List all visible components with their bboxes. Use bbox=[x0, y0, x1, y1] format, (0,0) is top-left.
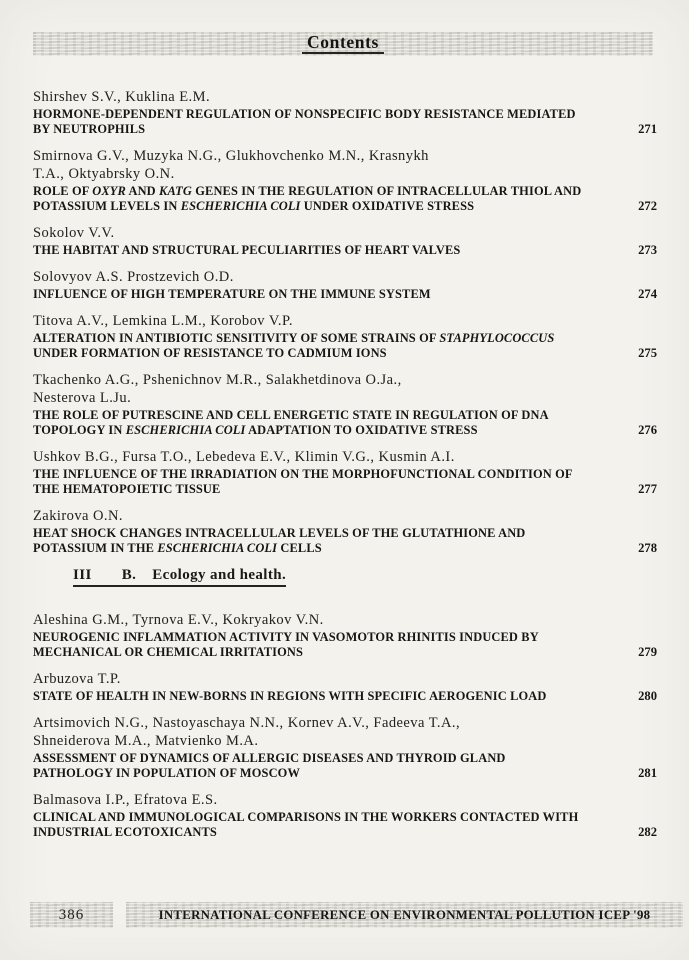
entry-title-row bbox=[33, 526, 657, 556]
title-segment: INDUSTRIAL ECOTOXICANTS bbox=[33, 825, 217, 839]
title-segment: THE HEMATOPOIETIC TISSUE bbox=[33, 482, 221, 496]
entry-title bbox=[33, 467, 580, 497]
entry-authors: Zakirova O.N. bbox=[33, 508, 124, 524]
toc-entry bbox=[33, 224, 657, 258]
entry-title-line bbox=[33, 541, 580, 556]
entry-authors: Ushkov B.G., Fursa T.O., Lebedeva E.V., Klimin V.G., Kusmin A.I. bbox=[33, 449, 455, 465]
entry-page-number: 272 bbox=[638, 199, 657, 213]
entry-title bbox=[33, 810, 580, 840]
title-segment: ESCHERICHIA COLI bbox=[157, 541, 278, 555]
contents-list bbox=[33, 88, 657, 850]
entry-title-line bbox=[33, 766, 580, 781]
title-segment: ADAPTATION TO OXIDATIVE STRESS bbox=[245, 423, 478, 437]
entry-title-line bbox=[33, 467, 580, 482]
entry-authors: Artsimovich N.G., Nastoyaschaya N.N., Kornev A.V., Fadeeva T.A., Shneiderova M.A., Matvienko M.A. bbox=[33, 715, 461, 749]
folio-box bbox=[30, 902, 113, 928]
entry-title-row bbox=[33, 408, 657, 438]
entry-title-row bbox=[33, 689, 657, 704]
entry-page-number: 274 bbox=[638, 287, 657, 301]
entry-title-line bbox=[33, 107, 580, 122]
entry-title bbox=[33, 408, 580, 438]
title-segment: NEUROGENIC INFLAMMATION ACTIVITY IN VASOMOTOR RHINITIS INDUCED BY bbox=[33, 630, 539, 644]
entry-title-line bbox=[33, 689, 580, 704]
page-footer bbox=[30, 902, 683, 928]
entry-title bbox=[33, 751, 580, 781]
title-segment: TOPOLOGY IN bbox=[33, 423, 126, 437]
toc-entry bbox=[33, 147, 657, 214]
folio-number: 386 bbox=[58, 906, 85, 923]
entry-authors: Tkachenko A.G., Pshenichnov M.R., Salakhetdinova O.Ja., Nesterova L.Ju. bbox=[33, 372, 402, 406]
toc-entry bbox=[33, 611, 657, 660]
title-segment: KATG bbox=[159, 184, 192, 198]
title-segment: PATHOLOGY IN POPULATION OF MOSCOW bbox=[33, 766, 300, 780]
title-segment: GENES IN THE REGULATION OF INTRACELLULAR THIOL AND bbox=[192, 184, 582, 198]
entry-page-number: 275 bbox=[638, 346, 657, 360]
entry-title-row bbox=[33, 751, 657, 781]
toc-entry bbox=[33, 312, 657, 361]
title-segment: ESCHERICHIA COLI bbox=[125, 423, 246, 437]
section-title: Ecology and health. bbox=[152, 567, 287, 583]
entry-page-number: 282 bbox=[638, 825, 657, 839]
title-segment: ALTERATION IN ANTIBIOTIC SENSITIVITY OF SOME STRAINS OF bbox=[33, 331, 440, 345]
title-segment: CELLS bbox=[277, 541, 322, 555]
entry-authors: Smirnova G.V., Muzyka N.G., Glukhovchenko M.N., Krasnykh T.A., Oktyabrsky O.N. bbox=[33, 148, 429, 182]
entry-title-line bbox=[33, 630, 580, 645]
entry-title-line bbox=[33, 199, 580, 214]
toc-entry bbox=[33, 371, 657, 438]
entry-title-line bbox=[33, 331, 580, 346]
entry-authors: Balmasova I.P., Efratova E.S. bbox=[33, 792, 218, 808]
title-segment: THE INFLUENCE OF THE IRRADIATION ON THE MORPHOFUNCTIONAL CONDITION OF bbox=[33, 467, 573, 481]
title-segment: ROLE OF bbox=[33, 184, 93, 198]
entry-title-line bbox=[33, 346, 580, 361]
entry-authors: Titova A.V., Lemkina L.M., Korobov V.P. bbox=[33, 313, 293, 329]
entry-title-line bbox=[33, 810, 580, 825]
entry-title-row bbox=[33, 107, 657, 137]
entry-authors: Arbuzova T.P. bbox=[33, 671, 121, 687]
title-segment: THE ROLE OF PUTRESCINE AND CELL ENERGETIC STATE IN REGULATION OF DNA bbox=[33, 408, 549, 422]
entry-title-row bbox=[33, 630, 657, 660]
entry-title-line bbox=[33, 423, 580, 438]
entry-authors: Solovyov A.S. Prostzevich O.D. bbox=[33, 269, 234, 285]
entry-title bbox=[33, 689, 580, 704]
conference-title: INTERNATIONAL CONFERENCE ON ENVIRONMENTAL POLLUTION ICEP '98 bbox=[158, 907, 651, 922]
title-segment: UNDER FORMATION OF RESISTANCE TO CADMIUM IONS bbox=[33, 346, 387, 360]
title-segment: ESCHERICHIA COLI bbox=[180, 199, 301, 213]
title-segment: AND bbox=[125, 184, 160, 198]
entry-title-line bbox=[33, 184, 580, 199]
title-segment: MECHANICAL OR CHEMICAL IRRITATIONS bbox=[33, 645, 304, 659]
entry-title-row bbox=[33, 243, 657, 258]
entry-title-line bbox=[33, 243, 580, 258]
entry-title-line bbox=[33, 482, 580, 497]
toc-entry bbox=[33, 670, 657, 704]
entry-title-row bbox=[33, 331, 657, 361]
section-letter: B. bbox=[121, 567, 137, 583]
entry-title bbox=[33, 243, 580, 258]
entry-title-line bbox=[33, 825, 580, 840]
title-segment: THE HABITAT AND STRUCTURAL PECULIARITIES OF HEART VALVES bbox=[33, 243, 461, 257]
page-title: Contents bbox=[302, 34, 384, 55]
toc-entry bbox=[33, 507, 657, 556]
entry-title bbox=[33, 331, 580, 361]
entry-page-number: 278 bbox=[638, 541, 657, 555]
entry-title-line bbox=[33, 645, 580, 660]
entry-title bbox=[33, 107, 580, 137]
title-segment: UNDER OXIDATIVE STRESS bbox=[300, 199, 475, 213]
toc-entry bbox=[33, 448, 657, 497]
entry-title bbox=[33, 184, 580, 214]
title-segment: HEAT SHOCK CHANGES INTRACELLULAR LEVELS OF THE GLUTATHIONE AND bbox=[33, 526, 526, 540]
entry-authors: Sokolov V.V. bbox=[33, 225, 115, 241]
entry-title-line bbox=[33, 408, 580, 423]
title-segment: OXYR bbox=[92, 184, 126, 198]
entry-page-number: 276 bbox=[638, 423, 657, 437]
title-segment: HORMONE-DEPENDENT REGULATION OF NONSPECIFIC BODY RESISTANCE MEDIATED bbox=[33, 107, 576, 121]
entry-title-line bbox=[33, 526, 580, 541]
toc-entry bbox=[33, 268, 657, 302]
entry-page-number: 273 bbox=[638, 243, 657, 257]
title-segment: ASSESSMENT OF DYNAMICS OF ALLERGIC DISEASES AND THYROID GLAND bbox=[33, 751, 506, 765]
entry-title-row bbox=[33, 810, 657, 840]
entry-title-row bbox=[33, 184, 657, 214]
title-segment: POTASSIUM LEVELS IN bbox=[33, 199, 181, 213]
toc-entry bbox=[33, 714, 657, 781]
section-number: III bbox=[73, 567, 92, 583]
title-segment: POTASSIUM IN THE bbox=[33, 541, 158, 555]
entry-page-number: 277 bbox=[638, 482, 657, 496]
entry-title bbox=[33, 526, 580, 556]
entry-page-number: 271 bbox=[638, 122, 657, 136]
entry-title bbox=[33, 630, 580, 660]
title-segment: BY NEUTROPHILS bbox=[33, 122, 146, 136]
entry-page-number: 281 bbox=[638, 766, 657, 780]
toc-entry bbox=[33, 791, 657, 840]
title-segment: INFLUENCE OF HIGH TEMPERATURE ON THE IMMUNE SYSTEM bbox=[33, 287, 431, 301]
conference-banner bbox=[126, 902, 683, 928]
entry-title bbox=[33, 287, 580, 302]
entry-authors: Shirshev S.V., Kuklina E.M. bbox=[33, 89, 211, 105]
title-segment: CLINICAL AND IMMUNOLOGICAL COMPARISONS IN THE WORKERS CONTACTED WITH bbox=[33, 810, 579, 824]
entry-title-line bbox=[33, 122, 580, 137]
section-heading-text bbox=[73, 567, 286, 587]
entry-page-number: 279 bbox=[638, 645, 657, 659]
section-heading bbox=[73, 566, 657, 587]
toc-entry bbox=[33, 88, 657, 137]
entry-title-row bbox=[33, 467, 657, 497]
entry-title-line bbox=[33, 287, 580, 302]
title-segment: STATE OF HEALTH IN NEW-BORNS IN REGIONS WITH SPECIFIC AEROGENIC LOAD bbox=[33, 689, 547, 703]
entry-title-row bbox=[33, 287, 657, 302]
entry-authors: Aleshina G.M., Tyrnova E.V., Kokryakov V.N. bbox=[33, 612, 324, 628]
contents-header-band bbox=[33, 32, 653, 56]
entry-title-line bbox=[33, 751, 580, 766]
entry-page-number: 280 bbox=[638, 689, 657, 703]
title-segment: STAPHYLOCOCCUS bbox=[439, 331, 555, 345]
